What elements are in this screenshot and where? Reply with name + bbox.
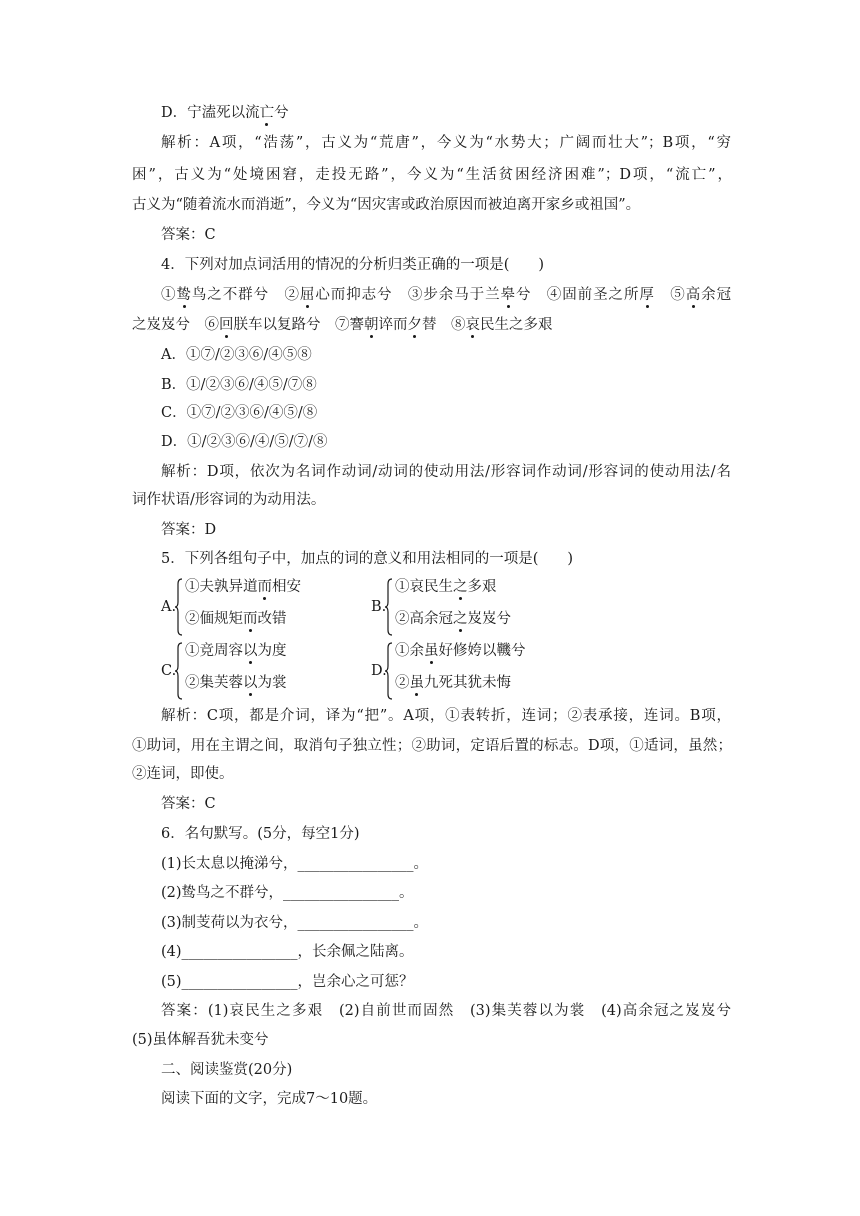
q5-b-sentence-1: ①哀民生之多艰 — [395, 579, 497, 595]
q4-items-line-2: 之岌岌兮 ⑥回朕车以复路兮 ⑦謇朝谇而夕替 ⑧哀民生之多艰 — [132, 317, 553, 333]
q3-analysis-line-2: 困”，古义为“处境困窘，走投无路”，今义为“生活贫困经济困难”；D项，“流亡”， — [132, 167, 732, 183]
q5-c-sentence-2: ②集芙蓉以为裳 — [185, 675, 287, 691]
section-heading: 二、阅读鉴赏(20分) — [161, 1062, 293, 1078]
q5-d-sentence-2: ②虽九死其犹未悔 — [395, 675, 511, 691]
q6-item-5: (5)________________，岂余心之可惩？ — [161, 974, 414, 990]
q5-c-sentence-1: ①竞周容以为度 — [185, 643, 287, 659]
q4-option-b: B．①/②③⑥/④⑤/⑦⑧ — [161, 377, 317, 393]
brace-icon — [385, 578, 393, 636]
q6-item-4: (4)________________，长余佩之陆离。 — [161, 944, 414, 960]
q5-d-sentence-1: ①余虽好修姱以鞿兮 — [395, 643, 526, 659]
q5-analysis-line-1: 解析：C项，都是介词，译为“把”。A项，①表转折，连词；②表承接，连词。B项， — [161, 708, 731, 724]
reading-instruction: 阅读下面的文字，完成7～10题。 — [161, 1091, 378, 1107]
q5-a-sentence-1: ①夫孰异道而相安 — [185, 579, 301, 595]
q3-answer: 答案：C — [161, 227, 216, 243]
q5-b-sentence-2: ②高余冠之岌岌兮 — [395, 611, 511, 627]
q5-option-d-label: D. — [371, 663, 387, 679]
q6-item-3: (3)制芰荷以为衣兮，________________。 — [161, 915, 429, 931]
brace-icon — [175, 578, 183, 636]
q5-a-sentence-2: ②偭规矩而改错 — [185, 611, 287, 627]
q4-option-d: D．①/②③⑥/④/⑤/⑦/⑧ — [161, 434, 328, 450]
q6-stem: 6．名句默写。(5分，每空1分) — [161, 826, 360, 842]
brace-icon — [385, 642, 393, 700]
q6-answer-line-1: 答案：(1)哀民生之多艰 (2)自前世而固然 (3)集芙蓉以为裳 (4)高余冠之岌岌兮 — [161, 1003, 731, 1019]
q4-option-c: C．①⑦/②③⑥/④⑤/⑧ — [161, 405, 318, 421]
q4-items-line-1: ①鸷鸟之不群兮 ②屈心而抑志兮 ③步余马于兰皋兮 ④固前圣之所厚 ⑤高余冠 — [161, 287, 732, 303]
q4-analysis-line-1: 解析：D项，依次为名词作动词/动词的使动用法/形容词作动词/形容词的使动用法/名 — [161, 464, 731, 480]
q5-option-a-label: A. — [161, 599, 177, 615]
q6-answer-line-2: (5)虽体解吾犹未变兮 — [132, 1032, 269, 1048]
q5-stem: 5．下列各组句子中，加点的词的意义和用法相同的一项是( ) — [161, 551, 574, 567]
q5-analysis-line-3: ②连词，即使。 — [132, 766, 234, 782]
q4-option-a: A．①⑦/②③⑥/④⑤⑧ — [161, 347, 312, 363]
q6-item-1: (1)长太息以掩涕兮，________________。 — [161, 856, 429, 872]
q5-analysis-line-2: ①助词，用在主谓之间，取消句子独立性；②助词，定语后置的标志。D项，①适词，虽然； — [132, 738, 732, 754]
q4-analysis-line-2: 词作状语/形容词的为动用法。 — [132, 492, 326, 508]
q4-answer: 答案：D — [161, 522, 217, 538]
q3-option-d: D．宁溘死以流亡兮 — [161, 105, 289, 121]
q4-stem: 4．下列对加点词活用的情况的分析归类正确的一项是( ) — [161, 257, 545, 273]
brace-icon — [175, 642, 183, 700]
q3-analysis-line-3: 古义为“随着流水而消逝”，今义为“因灾害或政治原因而被迫离开家乡或祖国”。 — [132, 197, 641, 213]
q5-option-c-label: C. — [161, 663, 177, 679]
q5-answer: 答案：C — [161, 796, 216, 812]
q5-option-b-label: B. — [371, 599, 387, 615]
q3-analysis-line-1: 解析：A项，“浩荡”，古义为“荒唐”，今义为“水势大；广阔而壮大”；B项，“穷 — [161, 135, 731, 151]
q6-item-2: (2)鸷鸟之不群兮，________________。 — [161, 885, 414, 901]
